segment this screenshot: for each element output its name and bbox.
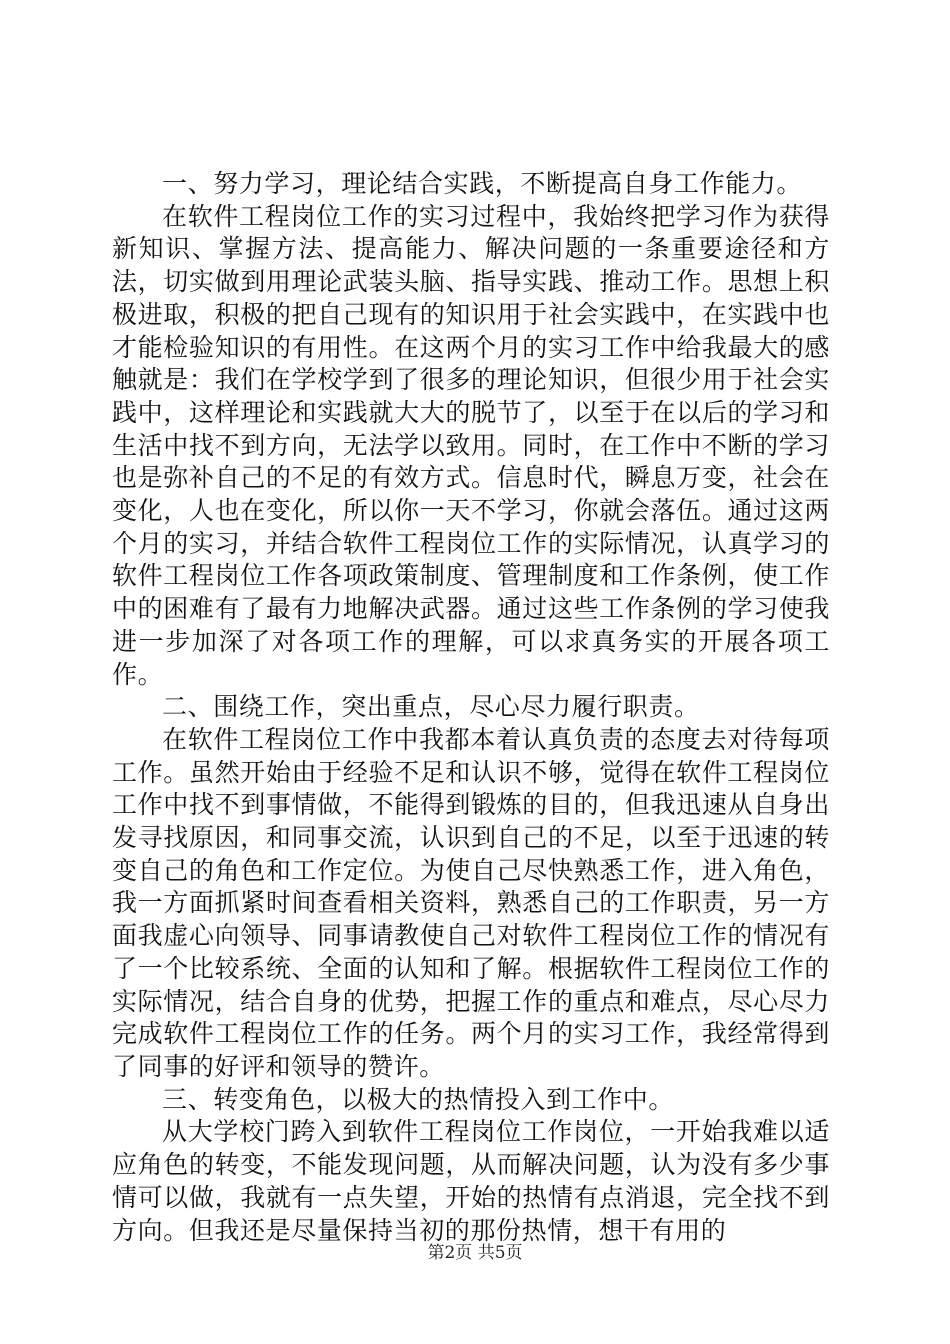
body-paragraph-1: 在软件工程岗位工作的实习过程中，我始终把学习作为获得新知识、掌握方法、提高能力、解决问题的一条重要途径和方法，切实做到用理论武装头脑、指导实践、推动工作。思想上积极进取，积极的把自己现有的知识用于社会实践中，在实践中也才能检验知识的有用性。在这两个月的实习工作中给我最大的感触就是：我们在学校学到了很多的理论知识，但很少用于社会实践中，这样理论和实践就大大的脱节了，以至于在以后的学习和生活中找不到方向，无法学以致用。同时，在工作中不断的学习也是弥补自己的不足的有效方式。信息时代，瞬息万变，社会在变化，人也在变化，所以你一天不学习，你就会落伍。通过这两个月的实习，并结合软件工程岗位工作的实际情况，认真学习的软件工程岗位工作各项政策制度、管理制度和工作条例，使工作中的困难有了最有力地解决武器。通过这些工作条例的学习使我进一步加深了对各项工作的理解，可以求真务实的开展各项工作。 xyxy=(112,201,830,689)
page-number-footer: 第2页 共5页 xyxy=(427,1243,523,1263)
body-paragraph-2: 在软件工程岗位工作中我都本着认真负责的态度去对待每项工作。虽然开始由于经验不足和认识不够，觉得在软件工程岗位工作中找不到事情做，不能得到锻炼的目的，但我迅速从自身出发寻找原因，和同事交流，认识到自己的不足，以至于迅速的转变自己的角色和工作定位。为使自己尽快熟悉工作，进入角色，我一方面抓紧时间查看相关资料，熟悉自己的工作职责，另一方面我虚心向领导、同事请教使自己对软件工程岗位工作的情况有了一个比较系统、全面的认知和了解。根据软件工程岗位工作的实际情况，结合自身的优势，把握工作的重点和难点，尽心尽力完成软件工程岗位工作的任务。两个月的实习工作，我经常得到了同事的好评和领导的赞许。 xyxy=(112,724,830,1081)
section-heading-1: 一、努力学习，理论结合实践，不断提高自身工作能力。 xyxy=(162,169,803,198)
section-heading-3: 三、转变角色，以极大的热情投入到工作中。 xyxy=(162,1084,675,1114)
body-paragraph-3: 从大学校门跨入到软件工程岗位工作岗位，一开始我难以适应角色的转变，不能发现问题，从而解决问题，认为没有多少事情可以做，我就有一点失望，开始的热情有点消退，完全找不到方向。但我还是尽量保持当初的那份热情，想干有用的 xyxy=(112,1117,830,1245)
section-heading-2: 二、围绕工作，突出重点，尽心尽力履行职责。 xyxy=(162,692,700,722)
document-body xyxy=(112,168,830,1247)
